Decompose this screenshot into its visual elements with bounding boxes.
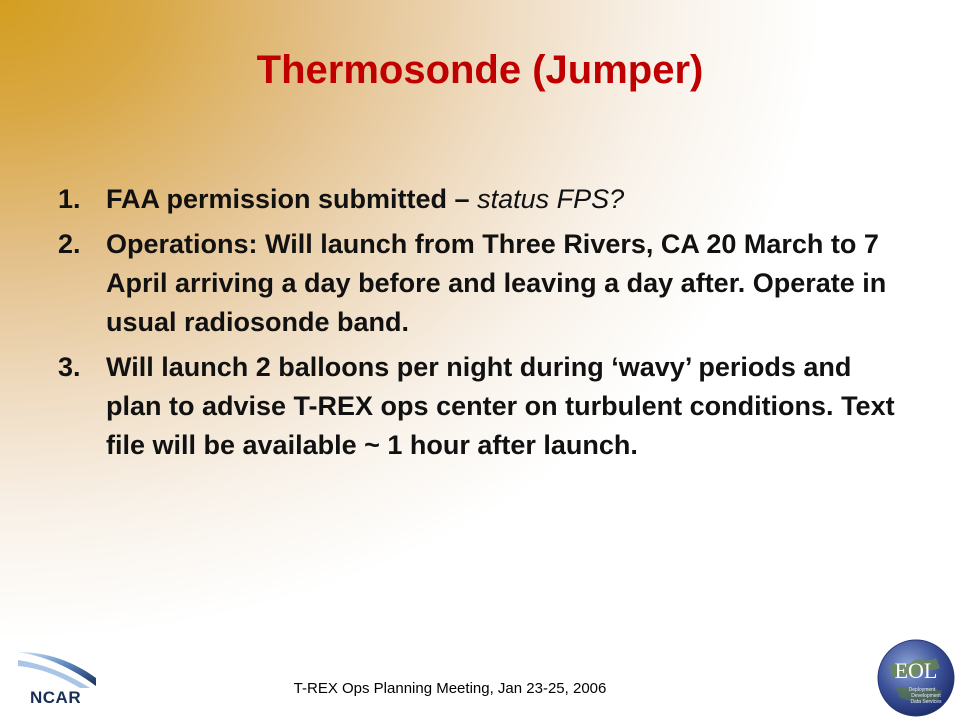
list-item <box>58 225 898 342</box>
ncar-logo-text: NCAR <box>30 688 82 707</box>
item-emphasis: status FPS? <box>477 184 625 214</box>
slide-title: Thermosonde (Jumper) <box>256 48 704 92</box>
list-item <box>58 180 898 219</box>
eol-globe-logo-icon <box>876 638 956 718</box>
list-item <box>58 348 898 465</box>
bullet-list <box>58 180 898 471</box>
item-number: 1. <box>58 184 81 214</box>
item-number: 3. <box>58 352 81 382</box>
item-text: FAA permission submitted – <box>106 184 478 214</box>
eol-logo-subtext: Data Services <box>910 699 942 705</box>
eol-logo-text: EOL <box>894 658 938 683</box>
eol-logo-subtext: Deployment <box>908 687 936 693</box>
item-text: Will launch 2 balloons per night during ‘wavy’ periods and plan to advise T-REX ops center on turbulent conditions. Text file will be available ~ 1 hour after launch. <box>106 352 895 460</box>
eol-logo-subtext: Development <box>911 693 941 699</box>
item-number: 2. <box>58 229 81 259</box>
item-text: Operations: Will launch from Three Rivers, CA 20 March to 7 April arriving a day before and leaving a day after. Operate in usual radiosonde band. <box>106 229 887 337</box>
footer-text: T-REX Ops Planning Meeting, Jan 23-25, 2006 <box>293 680 607 697</box>
